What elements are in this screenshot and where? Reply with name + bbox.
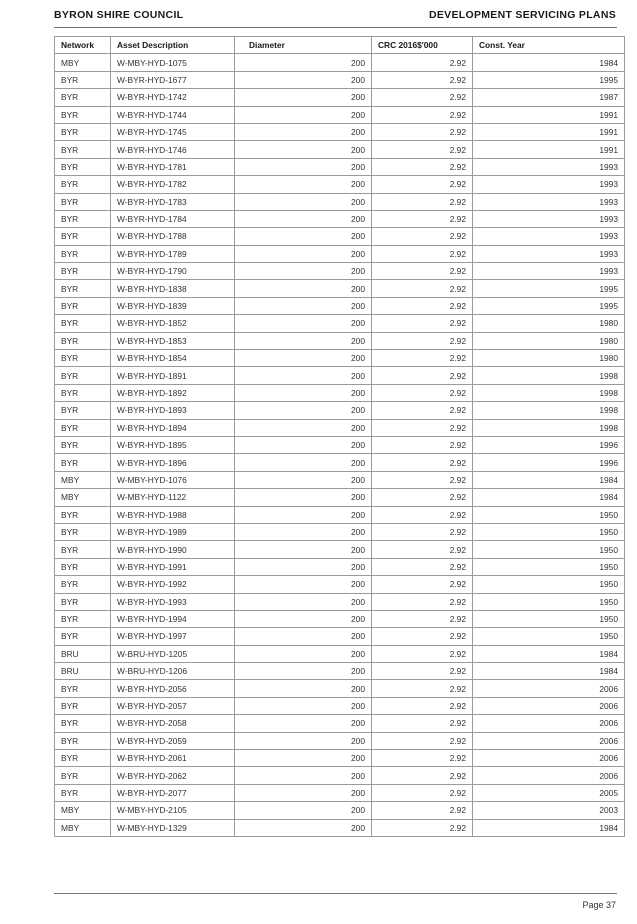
crc-cell: 2.92 (372, 523, 473, 540)
col-header-diameter: Diameter (235, 37, 372, 54)
diameter-cell: 200 (235, 315, 372, 332)
table-row (55, 350, 625, 367)
diameter-cell: 200 (235, 558, 372, 575)
crc-cell: 2.92 (372, 315, 473, 332)
network-cell: BYR (55, 384, 111, 401)
crc-cell: 2.92 (372, 663, 473, 680)
diameter-cell: 200 (235, 541, 372, 558)
network-cell: BYR (55, 193, 111, 210)
crc-cell: 2.92 (372, 593, 473, 610)
asset-description-cell: W-BYR-HYD-1746 (111, 141, 235, 158)
diameter-cell: 200 (235, 89, 372, 106)
diameter-cell: 200 (235, 367, 372, 384)
table-row (55, 228, 625, 245)
const-year-cell: 2006 (473, 750, 625, 767)
network-cell: BYR (55, 106, 111, 123)
const-year-cell: 1993 (473, 245, 625, 262)
network-cell: BYR (55, 176, 111, 193)
diameter-cell: 200 (235, 245, 372, 262)
table-row (55, 576, 625, 593)
crc-cell: 2.92 (372, 645, 473, 662)
table-row (55, 263, 625, 280)
const-year-cell: 1996 (473, 454, 625, 471)
diameter-cell: 200 (235, 228, 372, 245)
table-row (55, 54, 625, 71)
asset-description-cell: W-BYR-HYD-1892 (111, 384, 235, 401)
crc-cell: 2.92 (372, 402, 473, 419)
diameter-cell: 200 (235, 297, 372, 314)
const-year-cell: 1993 (473, 210, 625, 227)
const-year-cell: 1991 (473, 123, 625, 140)
crc-cell: 2.92 (372, 489, 473, 506)
const-year-cell: 1984 (473, 54, 625, 71)
diameter-cell: 200 (235, 384, 372, 401)
table-body (55, 54, 625, 837)
diameter-cell: 200 (235, 663, 372, 680)
const-year-cell: 1950 (473, 610, 625, 627)
diameter-cell: 200 (235, 263, 372, 280)
network-cell: BYR (55, 767, 111, 784)
crc-cell: 2.92 (372, 245, 473, 262)
table-row (55, 89, 625, 106)
plan-title: DEVELOPMENT SERVICING PLANS (428, 9, 616, 21)
diameter-cell: 200 (235, 402, 372, 419)
network-cell: BYR (55, 402, 111, 419)
const-year-cell: 1950 (473, 593, 625, 610)
const-year-cell: 1998 (473, 384, 625, 401)
table-row (55, 506, 625, 523)
network-cell: BYR (55, 732, 111, 749)
const-year-cell: 1950 (473, 558, 625, 575)
crc-cell: 2.92 (372, 158, 473, 175)
crc-cell: 2.92 (372, 54, 473, 71)
diameter-cell: 200 (235, 593, 372, 610)
asset-description-cell: W-BYR-HYD-1988 (111, 506, 235, 523)
network-cell: BYR (55, 576, 111, 593)
asset-description-cell: W-BYR-HYD-2057 (111, 697, 235, 714)
const-year-cell: 1984 (473, 645, 625, 662)
const-year-cell: 1993 (473, 228, 625, 245)
asset-description-cell: W-BYR-HYD-1839 (111, 297, 235, 314)
col-header-const-year: Const. Year (473, 37, 625, 54)
asset-description-cell: W-BYR-HYD-1677 (111, 71, 235, 88)
table-row (55, 541, 625, 558)
const-year-cell: 1984 (473, 663, 625, 680)
network-cell: MBY (55, 802, 111, 819)
network-cell: BRU (55, 663, 111, 680)
const-year-cell: 1980 (473, 332, 625, 349)
asset-description-cell: W-BYR-HYD-1997 (111, 628, 235, 645)
network-cell: BYR (55, 436, 111, 453)
table-row (55, 176, 625, 193)
asset-description-cell: W-MBY-HYD-1122 (111, 489, 235, 506)
table-row (55, 697, 625, 714)
page-number: Page 37 (582, 900, 616, 910)
diameter-cell: 200 (235, 802, 372, 819)
asset-description-cell: W-MBY-HYD-1329 (111, 819, 235, 836)
const-year-cell: 2006 (473, 715, 625, 732)
crc-cell: 2.92 (372, 419, 473, 436)
diameter-cell: 200 (235, 610, 372, 627)
diameter-cell: 200 (235, 784, 372, 801)
crc-cell: 2.92 (372, 471, 473, 488)
asset-description-cell: W-BYR-HYD-1838 (111, 280, 235, 297)
table-row (55, 819, 625, 836)
const-year-cell: 2006 (473, 680, 625, 697)
diameter-cell: 200 (235, 628, 372, 645)
diameter-cell: 200 (235, 767, 372, 784)
const-year-cell: 1950 (473, 576, 625, 593)
crc-cell: 2.92 (372, 506, 473, 523)
diameter-cell: 200 (235, 141, 372, 158)
diameter-cell: 200 (235, 193, 372, 210)
const-year-cell: 2003 (473, 802, 625, 819)
const-year-cell: 1984 (473, 471, 625, 488)
asset-description-cell: W-BYR-HYD-1745 (111, 123, 235, 140)
table-row (55, 558, 625, 575)
crc-cell: 2.92 (372, 367, 473, 384)
table-row (55, 715, 625, 732)
network-cell: BYR (55, 367, 111, 384)
asset-description-cell: W-BYR-HYD-1790 (111, 263, 235, 280)
table-row (55, 297, 625, 314)
network-cell: BYR (55, 750, 111, 767)
table-row (55, 610, 625, 627)
table-row (55, 784, 625, 801)
diameter-cell: 200 (235, 471, 372, 488)
const-year-cell: 2006 (473, 732, 625, 749)
crc-cell: 2.92 (372, 697, 473, 714)
const-year-cell: 1993 (473, 263, 625, 280)
network-cell: MBY (55, 489, 111, 506)
crc-cell: 2.92 (372, 802, 473, 819)
crc-cell: 2.92 (372, 332, 473, 349)
network-cell: BYR (55, 158, 111, 175)
const-year-cell: 1996 (473, 436, 625, 453)
crc-cell: 2.92 (372, 123, 473, 140)
diameter-cell: 200 (235, 176, 372, 193)
diameter-cell: 200 (235, 523, 372, 540)
asset-description-cell: W-MBY-HYD-1075 (111, 54, 235, 71)
table-row (55, 628, 625, 645)
asset-description-cell: W-BYR-HYD-1893 (111, 402, 235, 419)
crc-cell: 2.92 (372, 750, 473, 767)
crc-cell: 2.92 (372, 350, 473, 367)
crc-cell: 2.92 (372, 71, 473, 88)
crc-cell: 2.92 (372, 297, 473, 314)
const-year-cell: 1950 (473, 628, 625, 645)
const-year-cell: 1950 (473, 541, 625, 558)
crc-cell: 2.92 (372, 628, 473, 645)
table-row (55, 106, 625, 123)
asset-description-cell: W-BYR-HYD-1852 (111, 315, 235, 332)
network-cell: BYR (55, 715, 111, 732)
col-header-crc: CRC 2016$'000 (372, 37, 473, 54)
const-year-cell: 1991 (473, 141, 625, 158)
table-row (55, 436, 625, 453)
asset-description-cell: W-MBY-HYD-1076 (111, 471, 235, 488)
asset-description-cell: W-BYR-HYD-1788 (111, 228, 235, 245)
network-cell: BYR (55, 558, 111, 575)
network-cell: BYR (55, 454, 111, 471)
footer-divider (54, 893, 617, 894)
network-cell: BYR (55, 297, 111, 314)
network-cell: BYR (55, 315, 111, 332)
table-row (55, 523, 625, 540)
crc-cell: 2.92 (372, 680, 473, 697)
table-row (55, 315, 625, 332)
crc-cell: 2.92 (372, 384, 473, 401)
const-year-cell: 1987 (473, 89, 625, 106)
col-header-asset-description: Asset Description (111, 37, 235, 54)
table-row (55, 123, 625, 140)
asset-description-cell: W-BYR-HYD-2059 (111, 732, 235, 749)
network-cell: BRU (55, 645, 111, 662)
table-row (55, 471, 625, 488)
diameter-cell: 200 (235, 280, 372, 297)
crc-cell: 2.92 (372, 715, 473, 732)
table-header-row (55, 37, 625, 54)
asset-description-cell: W-BYR-HYD-1994 (111, 610, 235, 627)
diameter-cell: 200 (235, 645, 372, 662)
network-cell: MBY (55, 471, 111, 488)
network-cell: BYR (55, 610, 111, 627)
table-row (55, 210, 625, 227)
network-cell: BYR (55, 263, 111, 280)
const-year-cell: 1980 (473, 315, 625, 332)
diameter-cell: 200 (235, 71, 372, 88)
const-year-cell: 1995 (473, 297, 625, 314)
asset-description-cell: W-BYR-HYD-1789 (111, 245, 235, 262)
asset-description-cell: W-BYR-HYD-2058 (111, 715, 235, 732)
table-row (55, 402, 625, 419)
const-year-cell: 2005 (473, 784, 625, 801)
network-cell: BYR (55, 332, 111, 349)
crc-cell: 2.92 (372, 541, 473, 558)
diameter-cell: 200 (235, 680, 372, 697)
crc-cell: 2.92 (372, 732, 473, 749)
diameter-cell: 200 (235, 697, 372, 714)
asset-description-cell: W-BYR-HYD-2061 (111, 750, 235, 767)
asset-description-cell: W-BRU-HYD-1205 (111, 645, 235, 662)
network-cell: BYR (55, 506, 111, 523)
table-row (55, 141, 625, 158)
crc-cell: 2.92 (372, 454, 473, 471)
network-cell: BYR (55, 141, 111, 158)
crc-cell: 2.92 (372, 89, 473, 106)
table-row (55, 489, 625, 506)
network-cell: BYR (55, 123, 111, 140)
network-cell: BYR (55, 523, 111, 540)
const-year-cell: 2006 (473, 767, 625, 784)
crc-cell: 2.92 (372, 210, 473, 227)
const-year-cell: 1984 (473, 819, 625, 836)
asset-description-cell: W-BYR-HYD-1891 (111, 367, 235, 384)
asset-description-cell: W-BYR-HYD-1992 (111, 576, 235, 593)
table-row (55, 663, 625, 680)
const-year-cell: 1991 (473, 106, 625, 123)
const-year-cell: 1993 (473, 193, 625, 210)
table-row (55, 384, 625, 401)
asset-description-cell: W-BYR-HYD-2077 (111, 784, 235, 801)
network-cell: BYR (55, 210, 111, 227)
diameter-cell: 200 (235, 158, 372, 175)
asset-description-cell: W-BYR-HYD-1895 (111, 436, 235, 453)
diameter-cell: 200 (235, 350, 372, 367)
asset-description-cell: W-BYR-HYD-1744 (111, 106, 235, 123)
table-row (55, 454, 625, 471)
network-cell: MBY (55, 54, 111, 71)
const-year-cell: 1995 (473, 280, 625, 297)
asset-description-cell: W-BYR-HYD-1782 (111, 176, 235, 193)
table-row (55, 280, 625, 297)
crc-cell: 2.92 (372, 263, 473, 280)
network-cell: BYR (55, 680, 111, 697)
network-cell: BYR (55, 593, 111, 610)
table-row (55, 645, 625, 662)
table-row (55, 245, 625, 262)
const-year-cell: 1993 (473, 176, 625, 193)
const-year-cell: 1950 (473, 506, 625, 523)
crc-cell: 2.92 (372, 228, 473, 245)
asset-description-cell: W-BYR-HYD-1854 (111, 350, 235, 367)
diameter-cell: 200 (235, 123, 372, 140)
council-name: BYRON SHIRE COUNCIL (54, 9, 184, 21)
table-row (55, 750, 625, 767)
crc-cell: 2.92 (372, 558, 473, 575)
crc-cell: 2.92 (372, 176, 473, 193)
diameter-cell: 200 (235, 750, 372, 767)
network-cell: BYR (55, 628, 111, 645)
header-divider (54, 27, 617, 28)
asset-description-cell: W-BYR-HYD-1990 (111, 541, 235, 558)
diameter-cell: 200 (235, 106, 372, 123)
const-year-cell: 1984 (473, 489, 625, 506)
table-row (55, 680, 625, 697)
asset-description-cell: W-BRU-HYD-1206 (111, 663, 235, 680)
asset-description-cell: W-BYR-HYD-1993 (111, 593, 235, 610)
const-year-cell: 1995 (473, 71, 625, 88)
const-year-cell: 1993 (473, 158, 625, 175)
const-year-cell: 1980 (473, 350, 625, 367)
const-year-cell: 2006 (473, 697, 625, 714)
const-year-cell: 1998 (473, 402, 625, 419)
table-row (55, 193, 625, 210)
table-row (55, 767, 625, 784)
diameter-cell: 200 (235, 819, 372, 836)
network-cell: BYR (55, 697, 111, 714)
const-year-cell: 1998 (473, 367, 625, 384)
asset-description-cell: W-BYR-HYD-2062 (111, 767, 235, 784)
crc-cell: 2.92 (372, 193, 473, 210)
const-year-cell: 1950 (473, 523, 625, 540)
diameter-cell: 200 (235, 732, 372, 749)
asset-description-cell: W-BYR-HYD-1853 (111, 332, 235, 349)
diameter-cell: 200 (235, 454, 372, 471)
network-cell: BYR (55, 228, 111, 245)
diameter-cell: 200 (235, 436, 372, 453)
col-header-network: Network (55, 37, 111, 54)
asset-description-cell: W-MBY-HYD-2105 (111, 802, 235, 819)
diameter-cell: 200 (235, 210, 372, 227)
diameter-cell: 200 (235, 332, 372, 349)
asset-table (54, 36, 625, 837)
network-cell: BYR (55, 350, 111, 367)
asset-description-cell: W-BYR-HYD-1783 (111, 193, 235, 210)
asset-description-cell: W-BYR-HYD-2056 (111, 680, 235, 697)
diameter-cell: 200 (235, 489, 372, 506)
table-row (55, 332, 625, 349)
network-cell: BYR (55, 89, 111, 106)
network-cell: BYR (55, 245, 111, 262)
diameter-cell: 200 (235, 54, 372, 71)
asset-description-cell: W-BYR-HYD-1991 (111, 558, 235, 575)
table-row (55, 419, 625, 436)
diameter-cell: 200 (235, 715, 372, 732)
asset-description-cell: W-BYR-HYD-1742 (111, 89, 235, 106)
diameter-cell: 200 (235, 419, 372, 436)
table-row (55, 367, 625, 384)
diameter-cell: 200 (235, 506, 372, 523)
network-cell: BYR (55, 541, 111, 558)
network-cell: BYR (55, 71, 111, 88)
network-cell: BYR (55, 419, 111, 436)
crc-cell: 2.92 (372, 106, 473, 123)
network-cell: BYR (55, 280, 111, 297)
const-year-cell: 1998 (473, 419, 625, 436)
crc-cell: 2.92 (372, 784, 473, 801)
table-row (55, 593, 625, 610)
diameter-cell: 200 (235, 576, 372, 593)
asset-description-cell: W-BYR-HYD-1896 (111, 454, 235, 471)
asset-description-cell: W-BYR-HYD-1894 (111, 419, 235, 436)
network-cell: MBY (55, 819, 111, 836)
table-row (55, 732, 625, 749)
crc-cell: 2.92 (372, 819, 473, 836)
crc-cell: 2.92 (372, 436, 473, 453)
asset-description-cell: W-BYR-HYD-1784 (111, 210, 235, 227)
crc-cell: 2.92 (372, 610, 473, 627)
crc-cell: 2.92 (372, 767, 473, 784)
table-row (55, 71, 625, 88)
crc-cell: 2.92 (372, 280, 473, 297)
crc-cell: 2.92 (372, 141, 473, 158)
table-row (55, 802, 625, 819)
network-cell: BYR (55, 784, 111, 801)
crc-cell: 2.92 (372, 576, 473, 593)
asset-description-cell: W-BYR-HYD-1781 (111, 158, 235, 175)
table-row (55, 158, 625, 175)
asset-description-cell: W-BYR-HYD-1989 (111, 523, 235, 540)
